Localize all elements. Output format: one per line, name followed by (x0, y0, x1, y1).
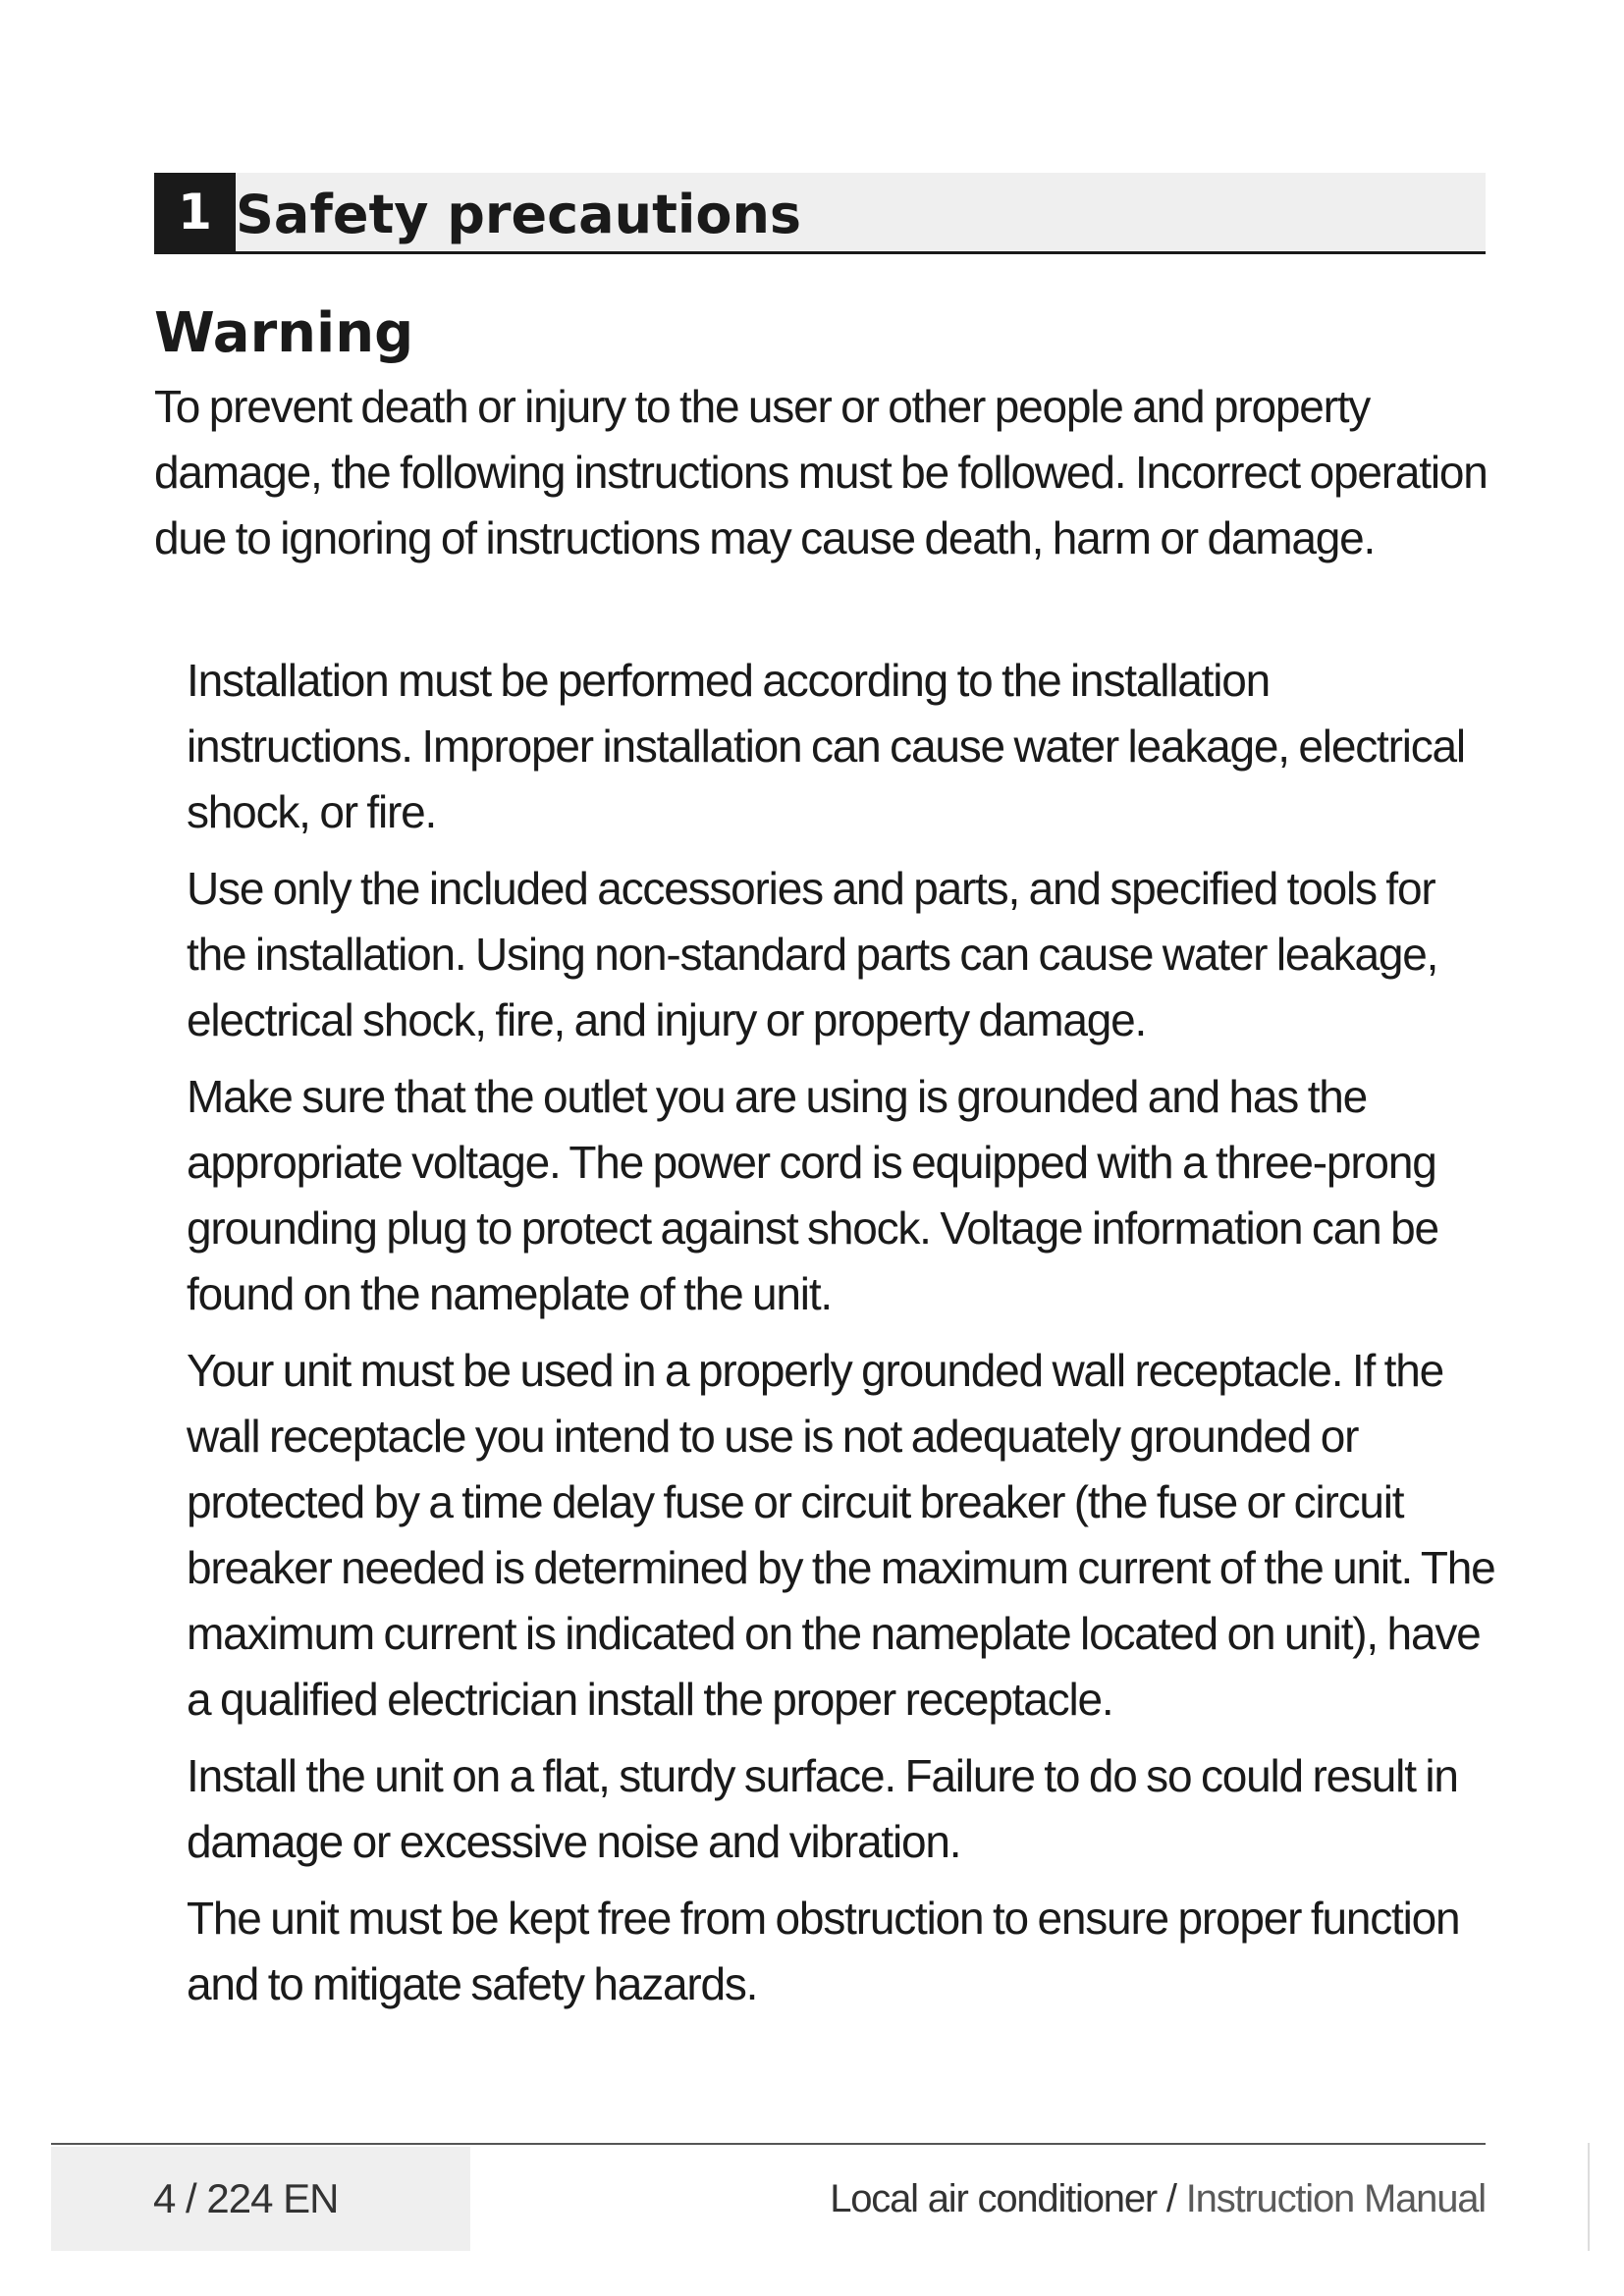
section-header (154, 173, 1486, 254)
warning-item-grounded-outlet: Make sure that the outlet you are using is grounded and has the appropriate voltage. The power cord is equipped with a three-prong grounding plug to protect against shock. Voltage information can be found on the nameplate of the unit. (187, 1071, 1438, 1319)
warning-heading: Warning (154, 301, 414, 365)
section-title: Safety precautions (236, 184, 802, 245)
warning-item-flat-surface: Install the unit on a flat, sturdy surface. Failure to do so could result in damage or excessive noise and vibration. (187, 1750, 1458, 1867)
footer-document-type: Instruction Manual (1185, 2177, 1486, 2220)
warning-item-installation: Installation must be performed according to the installation instructions. Improper installation can cause water leakage, electrical shock, or fire. (187, 655, 1465, 837)
footer-page-box (51, 2147, 470, 2251)
footer-document-title (830, 2147, 1486, 2251)
page-number: 4 / 224 EN (153, 2175, 339, 2221)
warning-list (187, 648, 1502, 2028)
section-number: 1 (154, 173, 236, 251)
warning-item-obstruction: The unit must be kept free from obstruction to ensure proper function and to mitigate safety hazards. (187, 1893, 1460, 2009)
warning-item-wall-receptacle: Your unit must be used in a properly grounded wall receptacle. If the wall receptacle you intend to use is not adequately grounded or protected by a time delay fuse or circuit breaker (the fuse or circuit breaker needed is determined by the maximum current of the unit. The maximum current is indicated on the nameplate located on unit), have a qualified electrician install the proper receptacle. (187, 1345, 1495, 1725)
page-edge-mark (1588, 2143, 1590, 2251)
footer-divider (51, 2143, 1486, 2145)
warning-intro: To prevent death or injury to the user or other people and property damage, the following instructions must be followed. Incorrect operation due to ignoring of instructions may cause death, harm or damage. (154, 381, 1488, 563)
footer-product-name: Local air conditioner / (830, 2177, 1186, 2220)
warning-item-accessories: Use only the included accessories and parts, and specified tools for the installation. Using non-standard parts can cause water leakage, electrical shock, fire, and injury or property damage. (187, 863, 1438, 1045)
